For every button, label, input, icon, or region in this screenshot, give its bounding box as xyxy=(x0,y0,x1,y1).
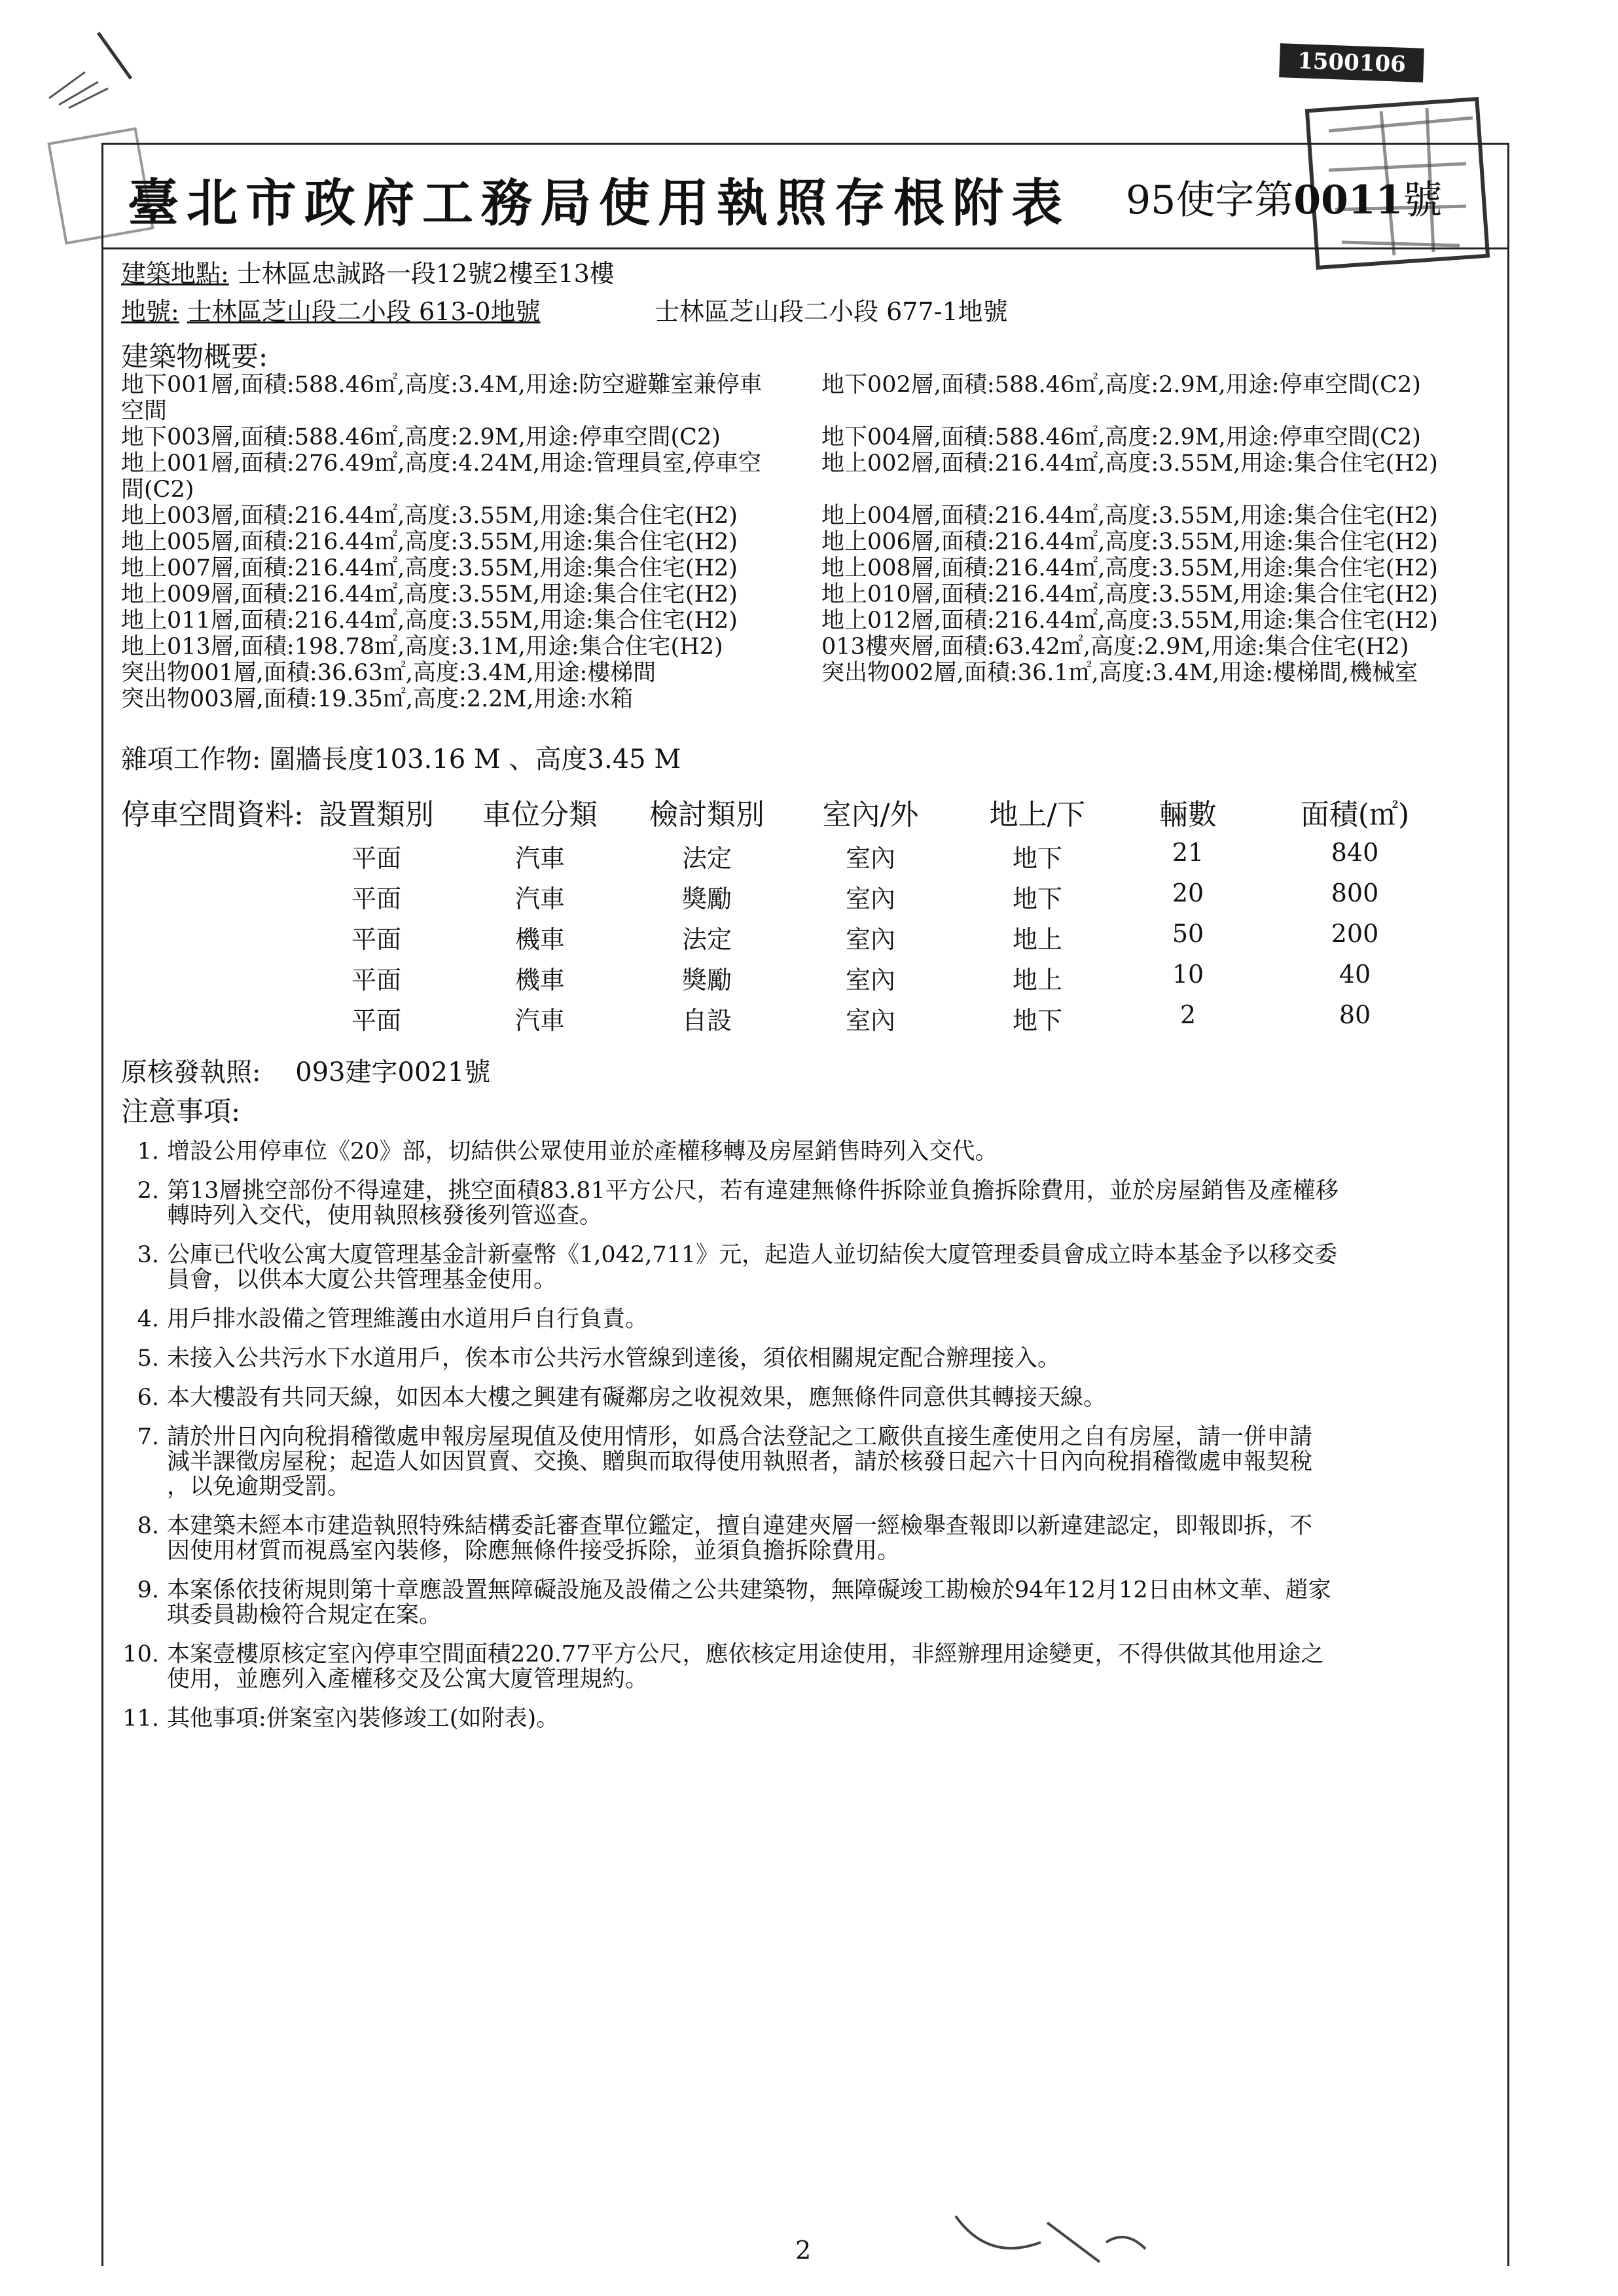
floor-right-line xyxy=(821,398,1438,424)
notes-label: 注意事項: xyxy=(121,1095,241,1127)
parking-cell: 平面 xyxy=(351,1006,401,1035)
top-stamp-text: 1500106 xyxy=(1297,48,1407,78)
parking-cell: 室內 xyxy=(845,966,895,994)
parking-cell: 50 xyxy=(1172,919,1204,948)
parking-cell: 獎勵 xyxy=(681,884,732,913)
parking-header-cell: 設置類別 xyxy=(319,798,434,831)
address-label: 建築地點: xyxy=(121,259,229,288)
note-text-line: 其他事項:併案室內裝修竣工(如附表)。 xyxy=(167,1705,560,1732)
parking-cell: 20 xyxy=(1172,879,1204,907)
permit-number: 0011 xyxy=(1293,177,1403,223)
floor-left-line: 地上001層,面積:276.49㎡,高度:4.24M,用途:管理員室,停車空 xyxy=(121,450,761,477)
bottom-stamp-mark xyxy=(949,2203,1159,2275)
note-number: 1. xyxy=(137,1139,159,1165)
page-number: 2 xyxy=(795,2236,812,2265)
note-number: 3. xyxy=(137,1242,159,1268)
note-number: 8. xyxy=(137,1513,159,1539)
parking-cell: 汽車 xyxy=(514,844,565,873)
parking-header-cell: 車位分類 xyxy=(482,798,598,831)
permit-suffix: 號 xyxy=(1403,177,1443,223)
parking-cell: 自設 xyxy=(681,1006,732,1035)
original-permit-row xyxy=(121,1059,490,1085)
misc-works-row xyxy=(121,746,681,773)
floor-left-line: 地上009層,面積:216.44㎡,高度:3.55M,用途:集合住宅(H2) xyxy=(121,581,738,608)
note-text-line: 用戶排水設備之管理維護由水道用戶自行負責。 xyxy=(167,1306,649,1332)
note-text-line: 未接入公共污水下水道用戶，俟本市公共污水管線到達後，須依相關規定配合辦理接入。 xyxy=(167,1345,1061,1372)
parking-header-cell: 面積(㎡) xyxy=(1300,798,1410,831)
misc-works-label: 雜項工作物: xyxy=(121,744,261,774)
floor-left-line: 地上005層,面積:216.44㎡,高度:3.55M,用途:集合住宅(H2) xyxy=(121,529,738,555)
parking-cell: 地下 xyxy=(1012,884,1062,913)
note-number: 2. xyxy=(137,1178,159,1204)
parking-header-cell: 室內/外 xyxy=(822,798,919,831)
parking-cell: 地上 xyxy=(1012,966,1062,994)
parking-cell: 機車 xyxy=(514,966,565,994)
parking-header-cell: 檢討類別 xyxy=(649,798,764,831)
address-row xyxy=(121,261,615,287)
floor-right-line: 地下002層,面積:588.46㎡,高度:2.9M,用途:停車空間(C2) xyxy=(821,372,1421,398)
parking-cell: 平面 xyxy=(351,884,401,913)
parking-header-cell: 輛數 xyxy=(1159,798,1217,831)
note-text-line: 本建築未經本市建造執照特殊結構委託審查單位鑑定，擅自違建夾層一經檢舉查報即以新違建認定，即報即拆，不 xyxy=(167,1513,1313,1539)
note-number: 4. xyxy=(137,1306,159,1332)
note-text-line: 增設公用停車位《20》部，切結供公眾使用並於產權移轉及房屋銷售時列入交代。 xyxy=(167,1139,998,1165)
note-text-line: 第13層挑空部份不得違建，挑空面積83.81平方公尺，若有違建無條件拆除並負擔拆除費用，並於房屋銷售及產權移 xyxy=(167,1178,1339,1204)
original-permit-label: 原核發執照: xyxy=(121,1057,261,1087)
note-text-line: 使用，並應列入產權移交及公寓大廈管理規約。 xyxy=(167,1666,649,1692)
parking-cell: 地下 xyxy=(1012,1006,1062,1035)
note-text-line: 本案壹樓原核定室內停車空間面積220.77平方公尺，應依核定用途使用，非經辦理用途變更，不得供做其他用途之 xyxy=(167,1641,1324,1667)
note-text-line: 本案係依技術規則第十章應設置無障礙設施及設備之公共建築物，無障礙竣工勘檢於94年12月12日由林文華、趙家 xyxy=(167,1577,1331,1603)
note-text-line: 因使用材質而視爲室內裝修，除應無條件接受拆除，並須負擔拆除費用。 xyxy=(167,1538,901,1564)
parking-cell: 法定 xyxy=(681,844,732,873)
parking-cell: 室內 xyxy=(845,884,895,913)
note-text-line: ，以免逾期受罰。 xyxy=(167,1474,351,1500)
parking-cell: 機車 xyxy=(514,925,565,954)
original-permit-value: 093建字0021號 xyxy=(295,1057,491,1087)
parking-cell: 地上 xyxy=(1012,925,1062,954)
parking-cell: 汽車 xyxy=(514,1006,565,1035)
parking-cell: 法定 xyxy=(681,925,732,954)
parking-cell: 室內 xyxy=(845,925,895,954)
note-number: 11. xyxy=(122,1705,159,1732)
parking-header-cell: 地上/下 xyxy=(989,798,1086,831)
floor-left-line: 間(C2) xyxy=(121,477,194,503)
note-number: 7. xyxy=(137,1424,159,1450)
floor-right-line: 地下004層,面積:588.46㎡,高度:2.9M,用途:停車空間(C2) xyxy=(821,424,1421,450)
floor-left-line: 空間 xyxy=(121,398,168,424)
land-lot-value-2: 士林區芝山段二小段 677-1地號 xyxy=(655,297,1008,326)
note-text-line: 減半課徵房屋稅；起造人如因買賣、交換、贈與而取得使用執照者，請於核發日起六十日內向稅捐稽徵處申報契稅 xyxy=(167,1449,1313,1475)
floor-right-line: 突出物002層,面積:36.1㎡,高度:3.4M,用途:樓梯間,機械室 xyxy=(821,660,1418,686)
floor-right-line: 013樓夾層,面積:63.42㎡,高度:2.9M,用途:集合住宅(H2) xyxy=(821,634,1409,660)
floor-right-line xyxy=(821,477,1438,503)
floor-left-line: 地上011層,面積:216.44㎡,高度:3.55M,用途:集合住宅(H2) xyxy=(121,608,738,634)
misc-works-value: 圍牆長度103.16 M 、高度3.45 M xyxy=(269,744,681,774)
floor-right-line: 地上012層,面積:216.44㎡,高度:3.55M,用途:集合住宅(H2) xyxy=(821,608,1438,634)
floor-left-line: 地上013層,面積:198.78㎡,高度:3.1M,用途:集合住宅(H2) xyxy=(121,634,723,660)
note-text-line: 員會，以供本大廈公共管理基金使用。 xyxy=(167,1267,557,1293)
floors-left-column xyxy=(121,372,763,712)
note-number: 5. xyxy=(137,1345,159,1372)
floor-left-line: 地下003層,面積:588.46㎡,高度:2.9M,用途:停車空間(C2) xyxy=(121,424,721,450)
parking-cell: 2 xyxy=(1179,1000,1196,1029)
note-text-line: 請於卅日內向稅捐稽徵處申報房屋現值及使用情形，如爲合法登記之工廠供直接生產使用之自有房屋，請一併申請 xyxy=(167,1424,1313,1450)
parking-cell: 21 xyxy=(1172,838,1204,867)
floor-left-line: 突出物001層,面積:36.63㎡,高度:3.4M,用途:樓梯間 xyxy=(121,660,656,686)
parking-cell: 840 xyxy=(1331,838,1379,867)
parking-cell: 室內 xyxy=(845,1006,895,1035)
parking-cell: 200 xyxy=(1331,919,1379,948)
floor-left-line: 地上003層,面積:216.44㎡,高度:3.55M,用途:集合住宅(H2) xyxy=(121,503,738,529)
floor-left-line: 地上007層,面積:216.44㎡,高度:3.55M,用途:集合住宅(H2) xyxy=(121,555,738,581)
permit-prefix: 95使字第 xyxy=(1126,177,1294,223)
header-divider xyxy=(101,247,1507,249)
top-stamp xyxy=(1279,43,1424,82)
address-value: 士林區忠誠路一段12號2樓至13樓 xyxy=(236,259,615,288)
floor-left-line: 地下001層,面積:588.46㎡,高度:3.4M,用途:防空避難室兼停車 xyxy=(121,372,763,398)
parking-cell: 汽車 xyxy=(514,884,565,913)
floor-right-line xyxy=(821,686,1438,712)
parking-cell: 獎勵 xyxy=(681,966,732,994)
floors-right-column xyxy=(821,372,1438,712)
scan-corner-mark xyxy=(46,26,137,111)
parking-cell: 800 xyxy=(1331,879,1379,907)
note-number: 6. xyxy=(137,1385,159,1411)
note-number: 9. xyxy=(137,1577,159,1603)
note-text-line: 公庫已代收公寓大廈管理基金計新臺幣《1,042,711》元，起造人並切結俟大廈管理委員會成立時本基金予以移交委 xyxy=(167,1242,1338,1268)
parking-cell: 10 xyxy=(1172,960,1204,989)
land-lot-row xyxy=(121,299,541,325)
parking-cell: 平面 xyxy=(351,925,401,954)
parking-cell: 平面 xyxy=(351,966,401,994)
parking-label: 停車空間資料: xyxy=(121,798,304,831)
land-lot-label: 地號: xyxy=(121,297,179,326)
parking-cell: 80 xyxy=(1339,1000,1371,1029)
note-text-line: 本大樓設有共同天線，如因本大樓之興建有礙鄰房之收視效果，應無條件同意供其轉接天線。 xyxy=(167,1385,1107,1411)
floor-right-line: 地上008層,面積:216.44㎡,高度:3.55M,用途:集合住宅(H2) xyxy=(821,555,1438,581)
land-lot-value-1: 士林區芝山段二小段 613-0地號 xyxy=(187,297,541,326)
note-text-line: 琪委員勘檢符合規定在案。 xyxy=(167,1602,442,1628)
floor-right-line: 地上002層,面積:216.44㎡,高度:3.55M,用途:集合住宅(H2) xyxy=(821,450,1438,477)
overview-label: 建築物概要: xyxy=(121,340,268,373)
floor-right-line: 地上004層,面積:216.44㎡,高度:3.55M,用途:集合住宅(H2) xyxy=(821,503,1438,529)
note-number: 10. xyxy=(122,1641,159,1667)
parking-cell: 40 xyxy=(1339,960,1371,989)
floor-right-line: 地上010層,面積:216.44㎡,高度:3.55M,用途:集合住宅(H2) xyxy=(821,581,1438,608)
document-title: 臺北市政府工務局使用執照存根附表 xyxy=(128,173,1071,233)
parking-cell: 平面 xyxy=(351,844,401,873)
notes-list xyxy=(121,1138,1509,1740)
parking-cell: 室內 xyxy=(845,844,895,873)
permit-number-line xyxy=(1126,169,1442,225)
note-text-line: 轉時列入交代，使用執照核發後列管巡查。 xyxy=(167,1203,603,1229)
floor-right-line: 地上006層,面積:216.44㎡,高度:3.55M,用途:集合住宅(H2) xyxy=(821,529,1438,555)
floor-left-line: 突出物003層,面積:19.35㎡,高度:2.2M,用途:水箱 xyxy=(121,686,634,712)
parking-cell: 地下 xyxy=(1012,844,1062,873)
